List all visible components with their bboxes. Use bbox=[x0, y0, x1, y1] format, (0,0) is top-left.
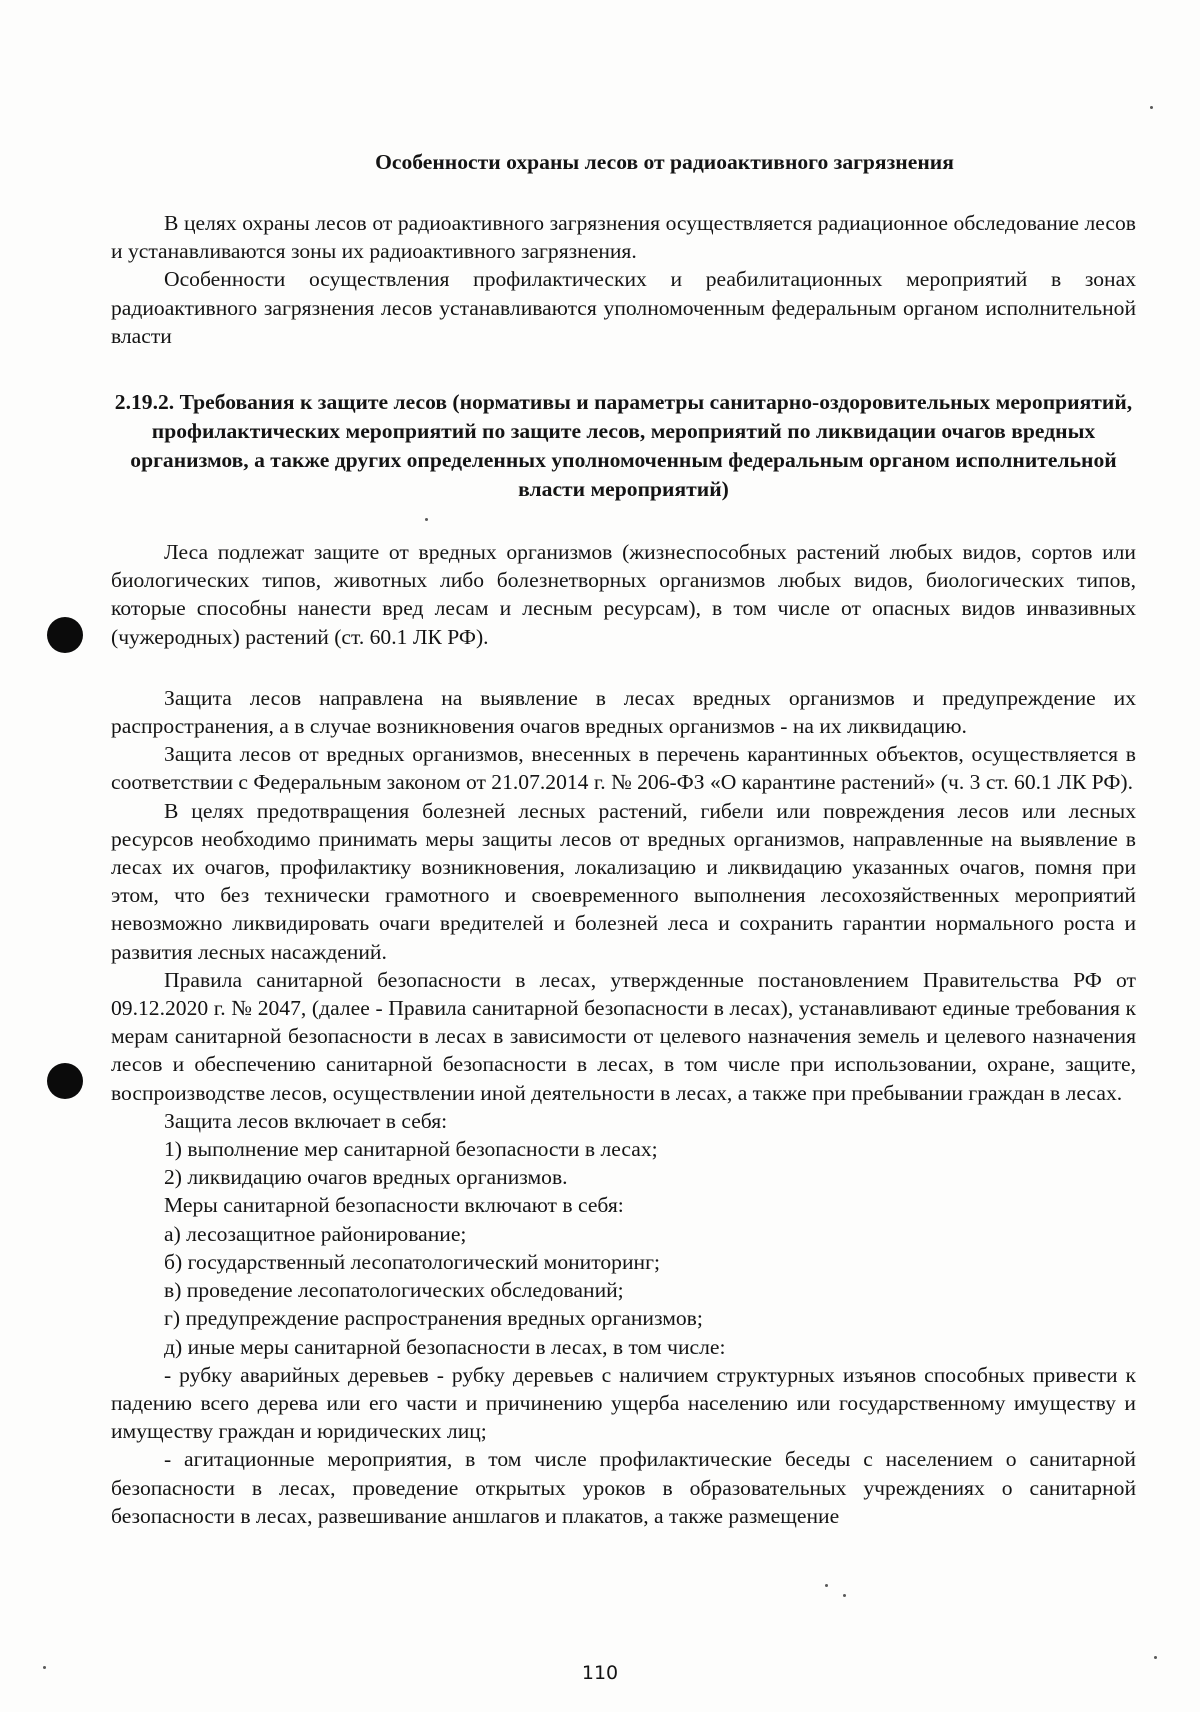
list-intro: Меры санитарной безопасности включают в себя: bbox=[164, 1193, 624, 1218]
dash-list-item: - рубку аварийных деревьев - рубку деревьев с наличием структурных изъянов способных привести к падению всего дерева или его части и причинению ущерба населению или государственному имуществу и имуществу граждан и юридических лиц; bbox=[111, 1362, 1136, 1444]
paragraph: Правила санитарной безопасности в лесах, утвержденные постановлением Правительства РФ от 09.12.2020 г. № 2047, (далее - Правила санитарной безопасности в лесах), устанавливают единые требования к мерам санитарной безопасности в лесах в зависимости от целевого назначения земель и целевого назначения лесов и обеспечению санитарной безопасности в лесах, в том числе при использовании, охране, защите, воспроизводстве лесов, осуществлении иной деятельности в лесах, а также при пребывании граждан в лесах. bbox=[111, 967, 1136, 1105]
section-heading-forest-protection: 2.19.2. Требования к защите лесов (нормативы и параметры санитарно-оздоровительных мероприятий, профилактических мероприятий по защите лесов, мероприятий по ликвидации очагов вредных организмов, а также других определенных уполномоченным федеральным органом исполнительной власти мероприятий) bbox=[114, 390, 1133, 502]
paragraph: Леса подлежат защите от вредных организмов (жизнеспособных растений любых видов, сортов или биологических типов, животных либо болезнетворных организмов любых видов, биологических типов, которые способны нанести вред лесам и лесным ресурсам), в том числе от опасных видов инвазивных (чужеродных) растений (ст. 60.1 ЛК РФ). bbox=[111, 540, 1136, 649]
spacer bbox=[111, 350, 1136, 388]
spacer bbox=[111, 176, 1136, 209]
page-number: 110 bbox=[581, 1662, 619, 1684]
paragraph: Особенности осуществления профилактических и реабилитационных мероприятий в зонах радиоактивного загрязнения лесов устанавливаются уполномоченным федеральным органом исполнительной власти bbox=[111, 267, 1136, 348]
paragraph: Защита лесов от вредных организмов, внесенных в перечень карантинных объектов, осуществляется в соответствии с Федеральным законом от 21.07.2014 г. № 206-ФЗ «О карантине растений» (ч. 3 ст. 60.1 ЛК РФ). bbox=[111, 742, 1136, 795]
spacer bbox=[111, 504, 1136, 538]
list-item: д) иные меры санитарной безопасности в лесах, в том числе: bbox=[164, 1334, 726, 1359]
list-intro: Защита лесов включает в себя: bbox=[164, 1108, 448, 1133]
punch-hole-mark bbox=[47, 1063, 83, 1099]
list-item: б) государственный лесопатологический мониторинг; bbox=[164, 1249, 660, 1274]
scan-speck bbox=[825, 1584, 828, 1587]
list-item: в) проведение лесопатологических обследований; bbox=[164, 1278, 624, 1303]
paragraph: В целях предотвращения болезней лесных растений, гибели или повреждения лесов или лесных ресурсов необходимо принимать меры защиты лесов от вредных организмов, направленные на выявление в лесах их очагов, профилактику возникновения, локализацию и ликвидацию указанных очагов, помня при этом, что без технически грамотного и своевременного выполнения лесохозяйственных мероприятий невозможно ликвидировать очаги вредителей и болезней леса и сохранить гарантии нормального роста и развития лесных насаждений. bbox=[111, 798, 1136, 964]
section-heading-radioactive: Особенности охраны лесов от радиоактивного загрязнения bbox=[375, 150, 954, 174]
list-item: а) лесозащитное районирование; bbox=[164, 1221, 467, 1246]
dash-list-item: - агитационные мероприятия, в том числе профилактические беседы с населением о санитарной безопасности в лесах, проведение открытых уроков в образовательных учреждениях о санитарной безопасности в лесах, развешивание аншлагов и плакатов, а также размещение bbox=[111, 1447, 1136, 1528]
paragraph: В целях охраны лесов от радиоактивного загрязнения осуществляется радиационное обследование лесов и устанавливаются зоны их радиоактивного загрязнения. bbox=[111, 211, 1136, 264]
document-body bbox=[111, 148, 1136, 1530]
list-item: 2) ликвидацию очагов вредных организмов. bbox=[164, 1165, 568, 1190]
punch-hole-mark bbox=[47, 617, 83, 653]
list-item: 1) выполнение мер санитарной безопасности в лесах; bbox=[164, 1137, 658, 1162]
scan-speck bbox=[843, 1594, 846, 1597]
list-item: г) предупреждение распространения вредных организмов; bbox=[164, 1306, 703, 1331]
scan-speck bbox=[1150, 106, 1153, 109]
spacer bbox=[111, 651, 1136, 684]
scan-speck bbox=[1154, 1656, 1157, 1659]
paragraph: Защита лесов направлена на выявление в лесах вредных организмов и предупреждение их распространения, а в случае возникновения очагов вредных организмов - на их ликвидацию. bbox=[111, 685, 1136, 739]
